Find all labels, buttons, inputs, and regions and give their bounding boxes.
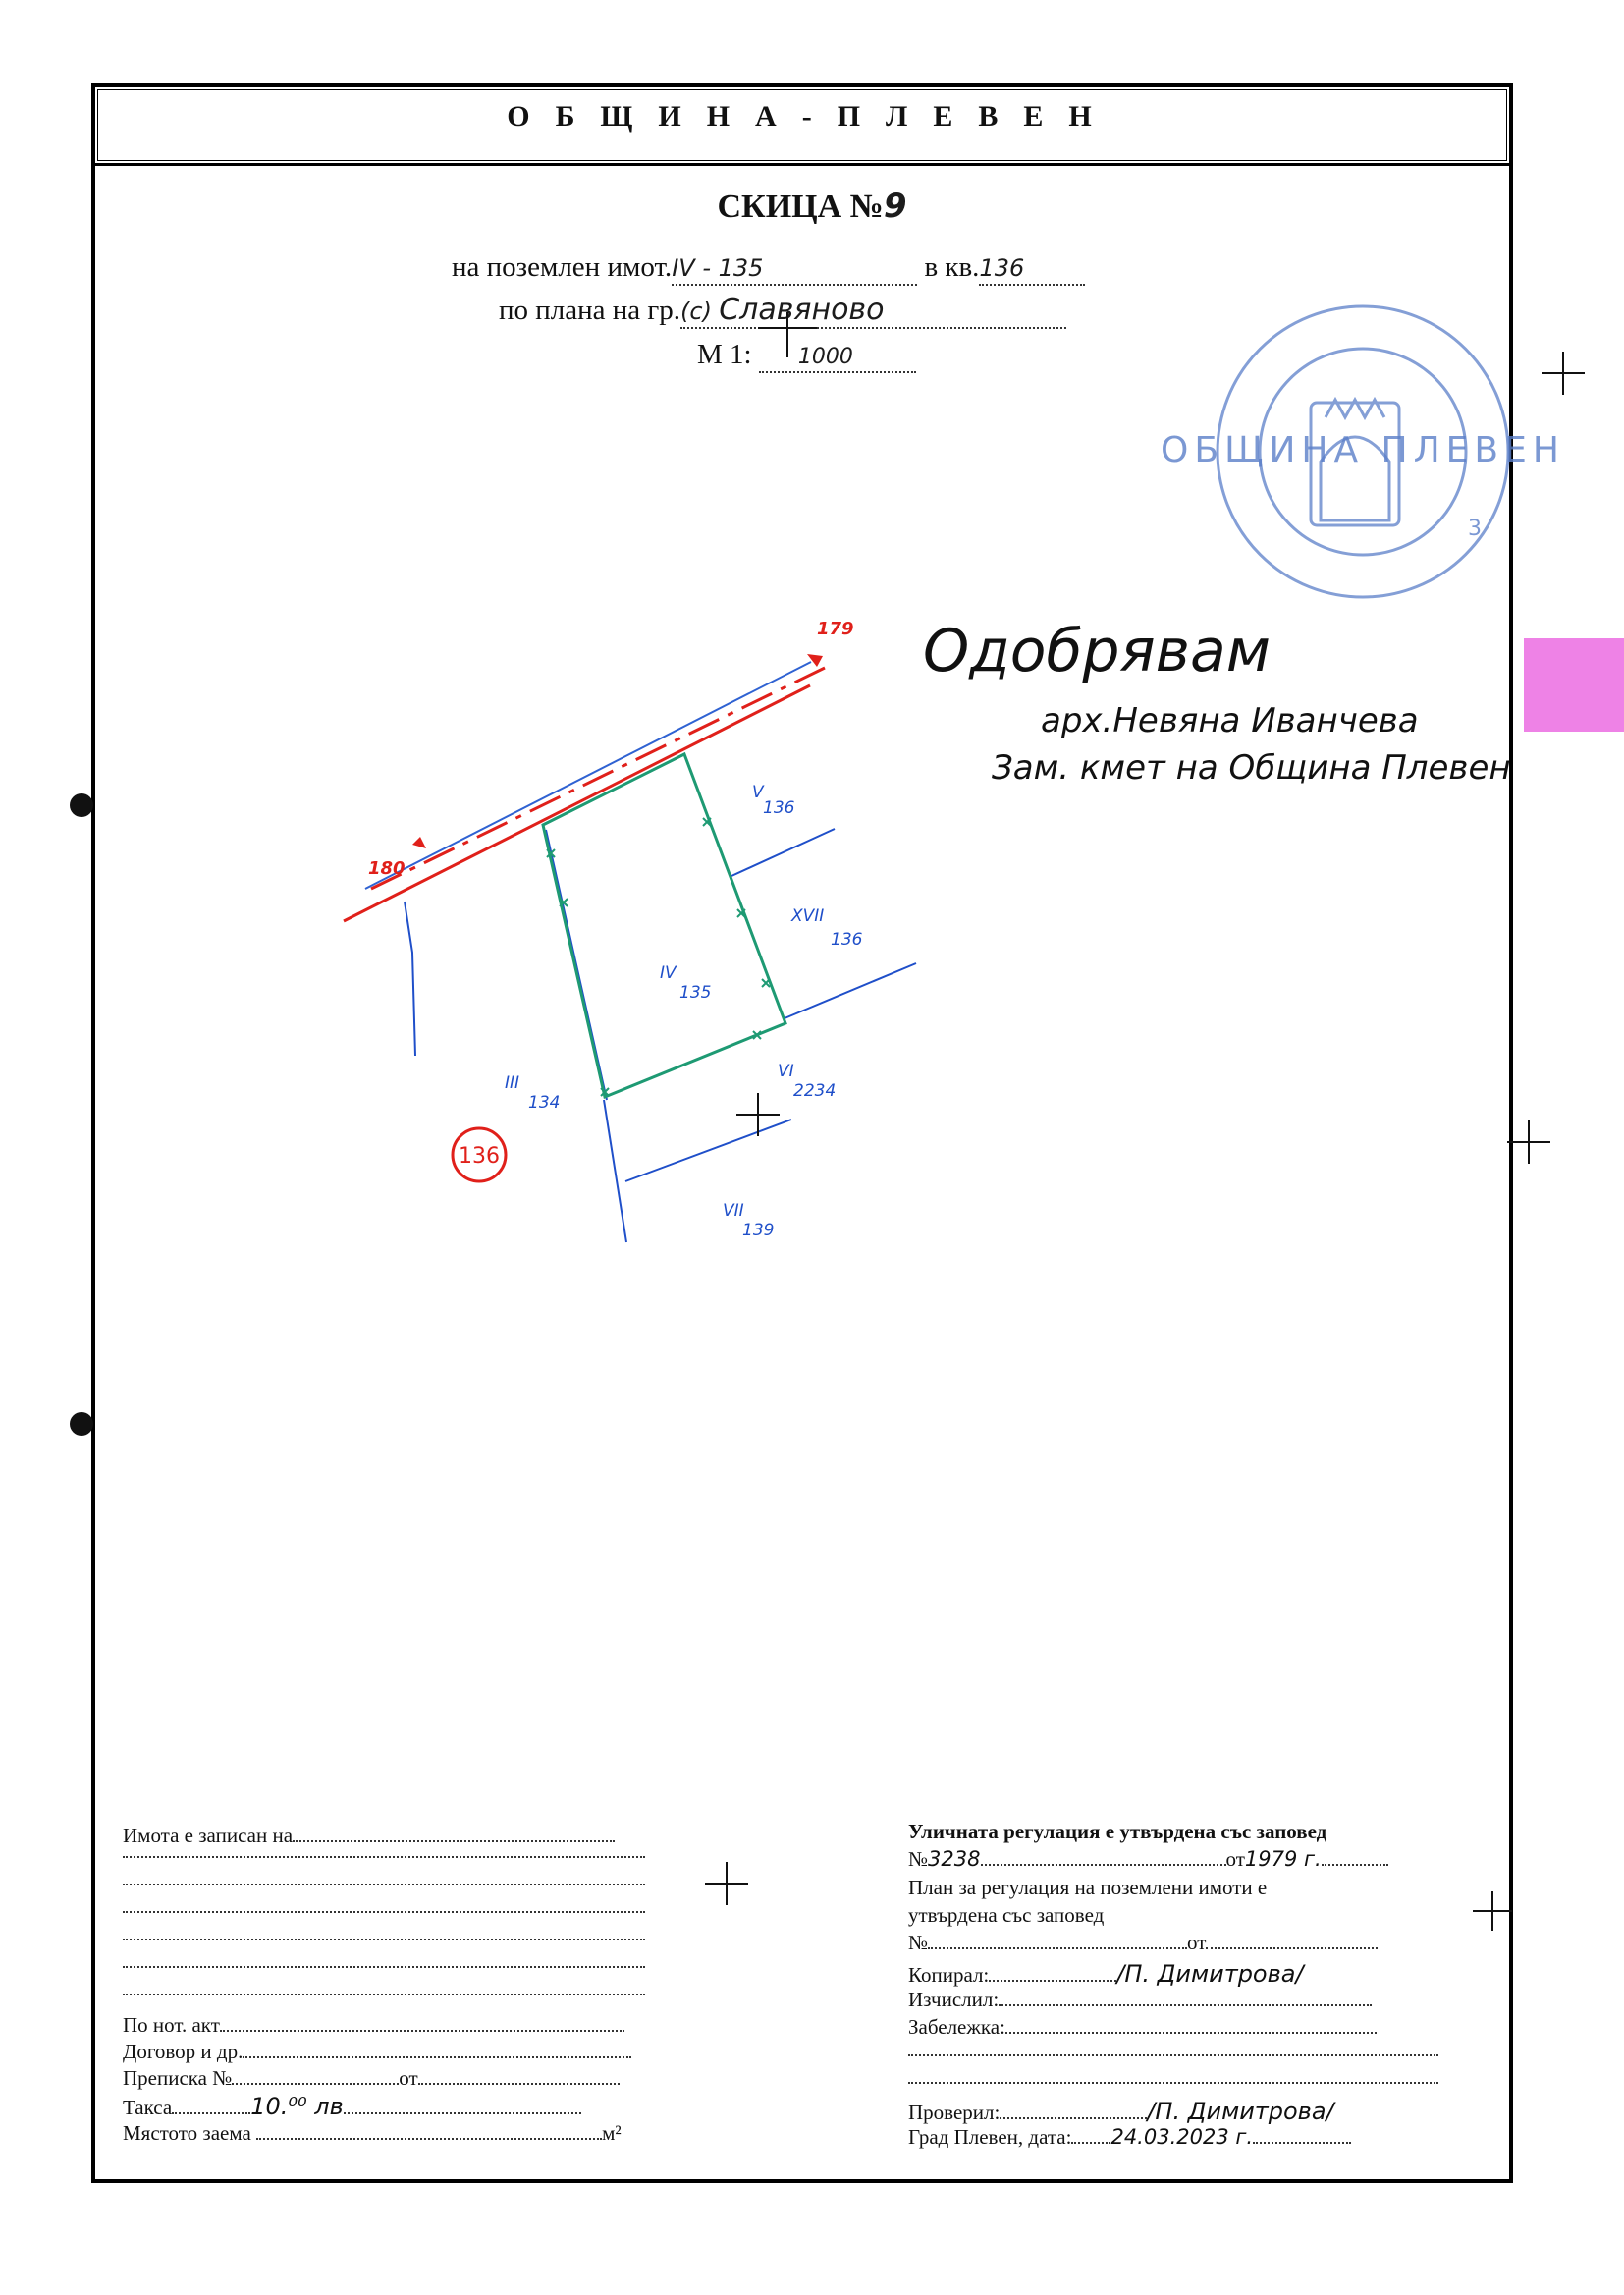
plan-order-row (908, 1931, 1378, 1955)
order-number: 3238 (928, 1847, 981, 1871)
calculated-label: Изчислил: (908, 1988, 1000, 2011)
parcel-main-roman: IV (660, 963, 677, 983)
blank-row-6 (123, 1994, 645, 1995)
street-reg-label: Уличната регулация е утвърдена със заповед (908, 1820, 1327, 1843)
approval-name: арх.Невяна Иванчева (1041, 701, 1419, 740)
blank-row-4 (123, 1939, 645, 1940)
sketch-title-label: СКИЦА № (717, 189, 884, 225)
calculated-row (908, 1988, 1372, 2012)
contract-row (123, 2040, 631, 2064)
order-from-label: от (1225, 1847, 1245, 1871)
area-label: Мястото заема (123, 2121, 251, 2145)
quarter-label: в кв. (924, 251, 980, 283)
note-label: Забележка: (908, 2015, 1005, 2039)
quarter-value: 136 (979, 254, 1025, 282)
plan-no-label: № (908, 1931, 929, 1954)
parcel-vii-roman: VII (723, 1201, 744, 1221)
property-value: IV - 135 (672, 254, 764, 282)
notary-label: По нот. акт (123, 2013, 220, 2037)
blank-row-2 (123, 1884, 645, 1885)
fee-row (123, 2093, 581, 2120)
property-label: на поземлен имот. (452, 251, 673, 283)
approval-heading: Одобрявам (923, 617, 1271, 685)
copied-by: /П. Димитрова/ (1116, 1960, 1304, 1988)
copied-row (908, 1960, 1304, 1988)
checked-by: /П. Димитрова/ (1147, 2098, 1334, 2125)
notary-row (123, 2013, 624, 2038)
scale-value: 1000 (797, 345, 853, 369)
copied-label: Копирал: (908, 1963, 990, 1987)
parcel-iii-number: 134 (528, 1093, 561, 1113)
transcript-from-label: от (399, 2066, 418, 2090)
stamp-text: ОБЩИНА ПЛЕВЕН (1161, 430, 1565, 470)
area-row (123, 2121, 622, 2146)
note-row (908, 2015, 1377, 2040)
margin-speck (70, 793, 93, 1436)
contract-label: Договор и др. (123, 2040, 244, 2063)
checked-label: Проверил: (908, 2101, 1001, 2124)
approval-position: Зам. кмет на Община Плевен (992, 748, 1511, 788)
plan-prefix: (с) (680, 298, 712, 325)
scale-label: М 1: (697, 339, 752, 370)
transcript-row (123, 2066, 620, 2091)
city-date-row (908, 2125, 1351, 2150)
parcel-xvii-roman: XVII (791, 906, 825, 926)
blank-row-3 (123, 1911, 645, 1913)
parcel-v-number: 136 (763, 798, 795, 818)
parcel-boundary-iv-135 (543, 754, 785, 1097)
city-date-label: Град Плевен, дата: (908, 2125, 1072, 2149)
note-blank-row-1 (908, 2054, 1438, 2056)
registered-row (123, 1824, 615, 1848)
parcel-labels (505, 783, 863, 1240)
quarter-circle-marker (453, 1128, 506, 1181)
plan-reg-label-2: утвърдена със заповед (908, 1903, 1105, 1927)
settlement-name: Славяново (719, 293, 885, 327)
blank-row-5 (123, 1966, 645, 1968)
parcel-v-roman: V (752, 783, 764, 802)
plan-label: по плана на гр. (499, 295, 681, 326)
order-no-label: № (908, 1847, 929, 1871)
sketch-number: 9 (883, 187, 907, 226)
fee-label: Такса (123, 2096, 173, 2119)
parcel-vii-number: 139 (742, 1221, 775, 1240)
blank-row-1 (123, 1856, 645, 1858)
parcel-vi-roman: VI (778, 1062, 794, 1081)
note-blank-row-2 (908, 2082, 1438, 2084)
parcel-vi-number: 2234 (793, 1081, 837, 1101)
checked-row (908, 2098, 1334, 2125)
parcel-main-number: 135 (679, 983, 712, 1003)
registered-label: Имота е записан на (123, 1824, 294, 1847)
date-value: 24.03.2023 г. (1110, 2125, 1254, 2149)
boundary-marks (547, 818, 770, 1096)
municipality-header: ОБЩИНА-ПЛЕВЕН (507, 100, 1117, 133)
stamp-corner-number: 3 (1468, 517, 1482, 541)
transcript-label: Преписка № (123, 2066, 233, 2090)
plan-from-label: от (1187, 1931, 1207, 1954)
plan-reg-label-1: План за регулация на поземлени имоти е (908, 1876, 1268, 1899)
order-year: 1979 г. (1244, 1847, 1322, 1871)
order-row (908, 1847, 1388, 1872)
quarter-circle-label: 136 (459, 1144, 500, 1169)
registration-crosses (705, 312, 1585, 1931)
area-unit: м² (602, 2121, 622, 2145)
fee-value: 10.⁰⁰ лв (250, 2093, 344, 2120)
parcel-iii-roman: III (505, 1073, 520, 1093)
parcel-xvii-number: 136 (831, 930, 863, 950)
street-label-bottom: 180 (368, 858, 406, 879)
street-label-top: 179 (817, 619, 854, 639)
